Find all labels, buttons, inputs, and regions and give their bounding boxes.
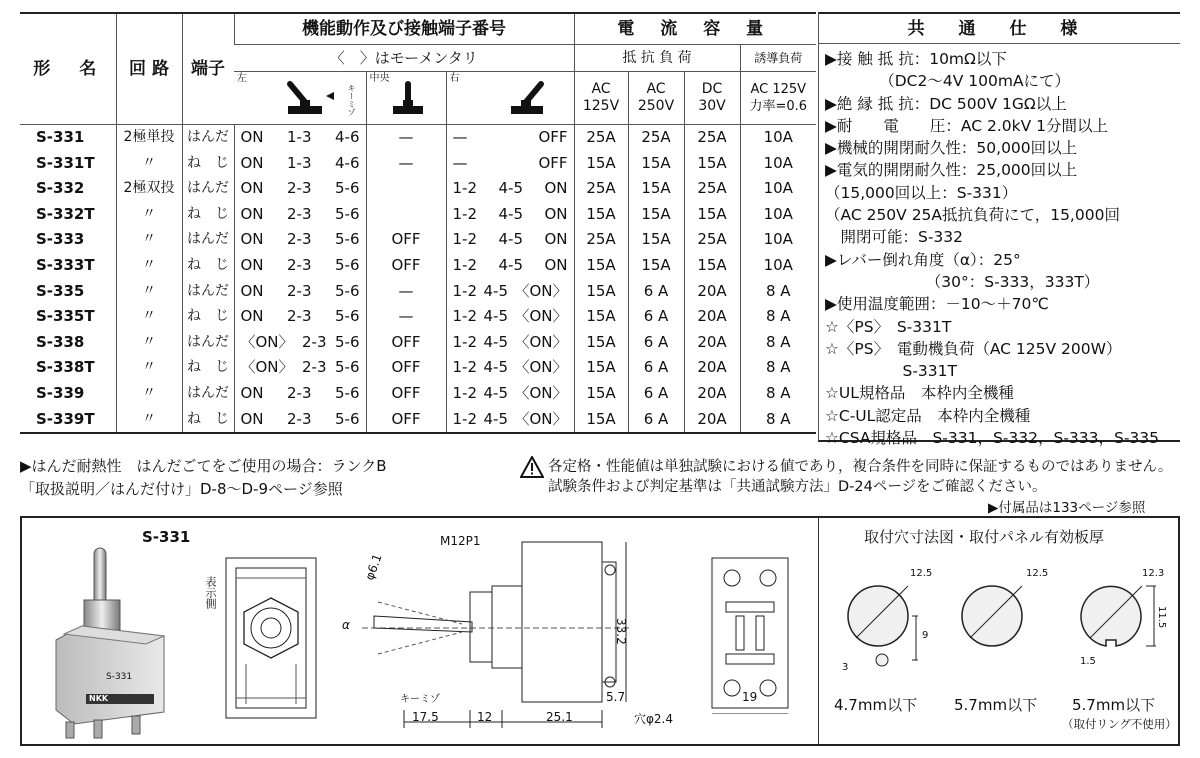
table-row [20, 407, 816, 434]
cell-ac125: 15A [574, 253, 628, 279]
left-state: 〈ON〉 [240, 332, 294, 351]
table-row [20, 176, 816, 202]
right-term-b: 4-5 [483, 358, 508, 377]
right-term-b: 4-5 [483, 281, 508, 300]
panel-cutout-3 [1072, 568, 1165, 670]
col-ac250 [628, 72, 684, 125]
cell-dc30: 25A [684, 125, 740, 151]
right-term-b: 4-5 [498, 204, 523, 223]
right-term-a: 1-2 [452, 358, 477, 377]
cell-dc30: 15A [684, 202, 740, 228]
cell-ac125: 15A [574, 381, 628, 407]
common-spec-line: ☆CSA規格品 S-331，S-332，S-333，S-335 [825, 429, 1160, 448]
cell-center [366, 176, 446, 202]
spec-table [20, 12, 816, 434]
right-state: ON [544, 230, 568, 249]
common-spec-line: （30°：S-333，333T） [825, 272, 1100, 291]
header-momentary: 〈 〉はモーメンタリ [234, 45, 574, 72]
p3-thickness: 5.7mm以下 [1072, 696, 1156, 714]
left-state: 〈ON〉 [240, 358, 294, 377]
cell-ac125: 25A [574, 227, 628, 253]
cell-dc30: 20A [684, 355, 740, 381]
cell-ac125: 15A [574, 151, 628, 177]
dim-lever-dia: φ6.1 [362, 551, 385, 583]
left-term-a: 1-3 [287, 128, 312, 146]
ac125-volt: 125V [582, 98, 620, 114]
table-row [20, 304, 816, 330]
right-term-b: 4-5 [498, 255, 523, 274]
cell-ac250: 15A [628, 151, 684, 177]
cell-dc30: 20A [684, 279, 740, 305]
cell-inductive: 8 A [740, 304, 816, 330]
left-state: ON [240, 383, 264, 402]
cell-left [234, 202, 366, 228]
cell-dc30: 20A [684, 381, 740, 407]
left-state: ON [240, 281, 264, 300]
header-inductive: 誘導負荷 [740, 45, 816, 72]
dim-height: 33.2 [614, 618, 628, 645]
common-spec-line: ▶レバー倒れ角度（α）：25° [825, 250, 1021, 269]
cell-inductive: 8 A [740, 355, 816, 381]
cell-center: OFF [366, 227, 446, 253]
common-spec-line: ☆C-UL認定品 本枠内全機種 [825, 406, 1031, 425]
cell-terminal: はんだ [182, 279, 234, 305]
cell-ac250: 6 A [628, 279, 684, 305]
left-state: ON [240, 153, 264, 172]
cell-model: S-331 [36, 128, 85, 146]
lever-right [446, 72, 574, 125]
cell-ac250: 15A [628, 176, 684, 202]
right-term-a: 1-2 [452, 204, 477, 223]
cell-model: S-332 [36, 179, 85, 198]
cell-model: S-339T [36, 409, 95, 428]
cell-terminal: ね じ [182, 253, 234, 279]
cell-ac250: 6 A [628, 381, 684, 407]
left-term-a: 2-3 [287, 230, 312, 249]
cell-center: — [366, 151, 446, 177]
table-row [20, 151, 816, 177]
left-term-a: 2-3 [287, 409, 312, 428]
right-term-b: 4-5 [483, 307, 508, 326]
left-term-b: 5-6 [335, 332, 360, 351]
cell-terminal: はんだ [182, 381, 234, 407]
cell-inductive: 10A [740, 227, 816, 253]
cell-center: — [366, 304, 446, 330]
note-warning-2: 試験条件および判定基準は「共通試験方法」D-24ページをご確認ください。 [548, 479, 1047, 495]
right-state: 〈ON〉 [514, 281, 568, 300]
cell-center: OFF [366, 381, 446, 407]
side-view-drawing [342, 532, 632, 732]
cell-right [446, 253, 574, 279]
p3-notch: 1.5 [1080, 656, 1096, 667]
switch-photo [46, 544, 186, 744]
cell-right [446, 227, 574, 253]
ind-top: AC 125V [750, 82, 807, 97]
cell-right [446, 304, 574, 330]
cell-circuit: 2極単投 [116, 125, 182, 151]
pos-right-label: 右 [449, 73, 460, 84]
right-state: OFF [538, 153, 568, 172]
cell-right [446, 407, 574, 434]
cell-dc30: 25A [684, 176, 740, 202]
dim-alpha: α [342, 618, 350, 632]
right-term-a: 1-2 [452, 307, 477, 326]
left-term-b: 5-6 [335, 307, 360, 326]
right-state: 〈ON〉 [514, 409, 568, 428]
cell-dc30: 20A [684, 407, 740, 434]
left-term-a: 2-3 [287, 383, 312, 402]
cell-ac125: 15A [574, 407, 628, 434]
note-accessory: ▶付属品は133ページ参照 [988, 500, 1146, 516]
cell-circuit: 2極双投 [116, 176, 182, 202]
table-row [20, 279, 816, 305]
cell-ac125: 15A [574, 355, 628, 381]
cell-inductive: 8 A [740, 279, 816, 305]
right-term-a: 1-2 [452, 255, 477, 274]
cell-right [446, 176, 574, 202]
cell-center: OFF [366, 253, 446, 279]
cell-ac250: 15A [628, 227, 684, 253]
cell-ac250: 6 A [628, 330, 684, 356]
note-manual: 「取扱説明／はんだ付け」D-8～D-9ページ参照 [20, 480, 343, 498]
drawing-panel [20, 516, 1180, 746]
cell-circuit: 〃 [116, 227, 182, 253]
left-term-b: 5-6 [335, 204, 360, 223]
left-term-a: 2-3 [287, 281, 312, 300]
table-row [20, 381, 816, 407]
common-spec-line: （DC2～4V 100mAにて） [825, 72, 1071, 91]
display-side-label: 表示側 [204, 576, 217, 609]
left-term-b: 4-6 [335, 128, 360, 146]
p3-note: （取付リング不使用） [1062, 717, 1177, 731]
table-row [20, 355, 816, 381]
right-term-b: 4-5 [483, 332, 508, 351]
cell-ac125: 15A [574, 330, 628, 356]
cell-circuit: 〃 [116, 381, 182, 407]
cell-left [234, 253, 366, 279]
right-term-a: 1-2 [452, 281, 477, 300]
common-spec-line: ▶耐 電 圧：AC 2.0kV 1分間以上 [825, 116, 1109, 135]
cell-ac125: 25A [574, 176, 628, 202]
right-state: 〈ON〉 [514, 332, 568, 351]
cell-model: S-332T [36, 204, 95, 223]
cell-ac125: 25A [574, 125, 628, 151]
header-circuit: 回 路 [116, 13, 182, 125]
table-row [20, 253, 816, 279]
p2-thickness: 5.7mm以下 [954, 696, 1038, 714]
drawing-model-label: S-331 [142, 528, 191, 546]
common-spec-line: ☆UL規格品 本枠内全機種 [825, 384, 1014, 403]
ind-bottom: 力率=0.6 [749, 99, 808, 114]
cell-left [234, 355, 366, 381]
dim-hole: 穴φ2.4 [634, 712, 674, 726]
dc30-label: DC [701, 81, 723, 97]
common-specs-title: 共 通 仕 様 [819, 14, 1180, 44]
left-term-b: 5-6 [335, 179, 360, 198]
p3-height: 11.5 [1156, 606, 1167, 629]
right-state: 〈ON〉 [514, 307, 568, 326]
left-term-b: 5-6 [335, 281, 360, 300]
cell-ac125: 15A [574, 279, 628, 305]
cell-center: OFF [366, 330, 446, 356]
left-term-a: 2-3 [287, 255, 312, 274]
cell-model: S-331T [36, 153, 95, 172]
dim-thread: M12P1 [440, 534, 481, 548]
ac125-label: AC [591, 81, 611, 97]
panel-cutout-1 [832, 570, 922, 670]
cell-center: — [366, 125, 446, 151]
right-term-a: — [452, 128, 468, 146]
lever-left [234, 72, 366, 125]
dim-width-19: 19 [742, 690, 758, 704]
table-row [20, 125, 816, 151]
note-warning-1: 各定格・性能値は単独試験における値であり，複合条件を同時に保証するものではありません。 [548, 459, 1173, 475]
cell-dc30: 20A [684, 304, 740, 330]
common-specs-list [819, 44, 1180, 449]
header-function: 機能動作及び接触端子番号 [234, 13, 574, 45]
cell-ac125: 15A [574, 202, 628, 228]
cell-terminal: はんだ [182, 227, 234, 253]
common-spec-line: S-331T [825, 362, 957, 381]
left-term-b: 5-6 [335, 409, 360, 428]
cell-left [234, 407, 366, 434]
ac250-volt: 250V [637, 98, 675, 114]
cell-circuit: 〃 [116, 304, 182, 330]
cell-circuit: 〃 [116, 202, 182, 228]
left-term-b: 5-6 [335, 255, 360, 274]
cell-terminal: はんだ [182, 176, 234, 202]
right-term-a: 1-2 [452, 230, 477, 249]
p3-dia: 12.3 [1142, 568, 1165, 579]
panel-title: 取付穴寸法図・取付パネル有効板厚 [864, 528, 1105, 546]
table-row [20, 202, 816, 228]
lever-center [366, 72, 446, 125]
common-spec-line: ▶絶 縁 抵 抗：DC 500V 1GΩ以上 [825, 94, 1067, 113]
common-spec-line: ☆〈PS〉 電動機負荷（AC 125V 200W） [825, 339, 1122, 358]
header-resistive: 抵 抗 負 荷 [574, 45, 740, 72]
left-term-a: 2-3 [287, 307, 312, 326]
right-state: 〈ON〉 [514, 358, 568, 377]
cell-circuit: 〃 [116, 355, 182, 381]
cell-dc30: 15A [684, 151, 740, 177]
cell-dc30: 25A [684, 227, 740, 253]
common-spec-line: 開閉可能：S-332 [825, 228, 964, 247]
cell-ac250: 6 A [628, 304, 684, 330]
cell-center: OFF [366, 407, 446, 434]
photo-model-text: S-331 [106, 672, 133, 682]
cell-right [446, 202, 574, 228]
cell-left [234, 151, 366, 177]
cell-terminal: ね じ [182, 202, 234, 228]
lever-right-icon [503, 80, 553, 120]
left-term-b: 5-6 [335, 230, 360, 249]
p1-thickness: 4.7mm以下 [834, 696, 918, 714]
table-row [20, 227, 816, 253]
cell-inductive: 8 A [740, 381, 816, 407]
left-term-b: 4-6 [335, 153, 360, 172]
col-dc30 [684, 72, 740, 125]
panel-cutout-2 [952, 574, 1032, 654]
key-groove-label: キーミゾ [347, 84, 356, 116]
right-term-b: 4-5 [483, 409, 508, 428]
right-state: ON [544, 204, 568, 223]
right-term-b: 4-5 [498, 230, 523, 249]
right-term-a: 1-2 [452, 409, 477, 428]
cell-left [234, 125, 366, 151]
common-spec-line: （15,000回以上：S-331） [825, 183, 1018, 202]
warning-icon [520, 456, 544, 478]
cell-center [366, 202, 446, 228]
col-ac125 [574, 72, 628, 125]
cell-dc30: 20A [684, 330, 740, 356]
left-term-a: 2-3 [287, 204, 312, 223]
cell-right [446, 330, 574, 356]
right-term-a: — [452, 153, 468, 172]
lever-center-icon [387, 80, 431, 120]
cell-center: — [366, 279, 446, 305]
cell-left [234, 176, 366, 202]
right-state: OFF [538, 128, 568, 146]
pos-center-label: 中央 [369, 73, 390, 84]
dim-key-groove: キーミゾ [400, 694, 440, 705]
p2-dia: 12.5 [1026, 568, 1049, 579]
right-term-b: 4-5 [498, 179, 523, 198]
right-state: ON [544, 255, 568, 274]
left-state: ON [240, 204, 264, 223]
cell-inductive: 8 A [740, 330, 816, 356]
right-term-a: 1-2 [452, 332, 477, 351]
cell-model: S-338T [36, 358, 95, 377]
cell-ac250: 15A [628, 202, 684, 228]
cell-right [446, 279, 574, 305]
left-state: ON [240, 128, 264, 146]
common-spec-line: ☆〈PS〉 S-331T [825, 317, 952, 336]
cell-right [446, 381, 574, 407]
cell-dc30: 15A [684, 253, 740, 279]
cell-ac250: 6 A [628, 407, 684, 434]
header-terminal: 端子 [182, 13, 234, 125]
cell-ac250: 6 A [628, 355, 684, 381]
cell-inductive: 10A [740, 202, 816, 228]
cell-model: S-339 [36, 383, 85, 402]
cell-model: S-338 [36, 332, 85, 351]
p1-dia: 12.5 [910, 568, 933, 579]
cell-right [446, 151, 574, 177]
cell-model: S-333 [36, 230, 85, 249]
cell-terminal: ね じ [182, 151, 234, 177]
table-row [20, 330, 816, 356]
cell-circuit: 〃 [116, 330, 182, 356]
cell-circuit: 〃 [116, 253, 182, 279]
common-spec-line: ▶機械的開閉耐久性：50,000回以上 [825, 139, 1078, 158]
left-term-b: 5-6 [335, 358, 360, 377]
p1-offset: 9 [922, 630, 929, 641]
right-state: 〈ON〉 [514, 383, 568, 402]
cell-terminal: はんだ [182, 330, 234, 356]
cell-ac250: 15A [628, 253, 684, 279]
pos-left-label: 左 [237, 73, 247, 84]
left-term-a: 2-3 [302, 358, 327, 377]
cell-model: S-335 [36, 281, 85, 300]
cell-center: OFF [366, 355, 446, 381]
note-solder: ▶はんだ耐熱性 はんだごてをご使用の場合：ランクB [20, 457, 387, 475]
cell-terminal: ね じ [182, 355, 234, 381]
cell-terminal: ね じ [182, 304, 234, 330]
left-state: ON [240, 409, 264, 428]
common-spec-line: ▶使用温度範囲：－10～＋70℃ [825, 295, 1049, 314]
left-term-a: 1-3 [287, 153, 312, 172]
cell-left [234, 381, 366, 407]
left-state: ON [240, 307, 264, 326]
cell-left [234, 279, 366, 305]
cell-inductive: 8 A [740, 407, 816, 434]
cell-terminal: はんだ [182, 125, 234, 151]
dim-25-1: 25.1 [546, 710, 573, 724]
left-term-a: 2-3 [302, 332, 327, 351]
cell-inductive: 10A [740, 253, 816, 279]
header-model: 形 名 [20, 13, 116, 125]
left-state: ON [240, 230, 264, 249]
right-state: ON [544, 179, 568, 198]
front-view-drawing [218, 554, 328, 724]
lever-left-icon [282, 80, 342, 120]
left-term-a: 2-3 [287, 179, 312, 198]
cell-inductive: 10A [740, 176, 816, 202]
cell-ac125: 15A [574, 304, 628, 330]
ac250-label: AC [646, 81, 666, 97]
cell-left [234, 227, 366, 253]
cell-terminal: ね じ [182, 407, 234, 434]
dim-17-5: 17.5 [412, 710, 439, 724]
cell-model: S-333T [36, 255, 95, 274]
cell-circuit: 〃 [116, 151, 182, 177]
cell-inductive: 10A [740, 151, 816, 177]
cell-right [446, 355, 574, 381]
drawing-divider [818, 518, 819, 744]
right-term-b: 4-5 [483, 383, 508, 402]
left-state: ON [240, 179, 264, 198]
right-term-a: 1-2 [452, 383, 477, 402]
cell-ac250: 25A [628, 125, 684, 151]
cell-circuit: 〃 [116, 407, 182, 434]
cell-circuit: 〃 [116, 279, 182, 305]
cell-left [234, 330, 366, 356]
common-spec-line: （AC 250V 25A抵抗負荷にて，15,000回 [825, 206, 1120, 225]
cell-inductive: 10A [740, 125, 816, 151]
cell-right [446, 125, 574, 151]
col-inductive [740, 72, 816, 125]
common-spec-line: ▶接 触 抵 抗：10mΩ以下 [825, 50, 1007, 68]
header-current: 電 流 容 量 [574, 13, 816, 45]
left-state: ON [240, 255, 264, 274]
common-specs-panel [818, 12, 1180, 448]
dc30-volt: 30V [698, 98, 726, 114]
left-term-b: 5-6 [335, 383, 360, 402]
p1-small: 3 [842, 662, 849, 673]
photo-brand-logo: NKK [89, 694, 109, 703]
right-term-a: 1-2 [452, 179, 477, 198]
cell-model: S-335T [36, 307, 95, 326]
common-spec-line: ▶電気的開閉耐久性：25,000回以上 [825, 161, 1078, 180]
cell-left [234, 304, 366, 330]
dim-5-7: 5.7 [606, 690, 626, 704]
dim-12: 12 [477, 710, 493, 724]
